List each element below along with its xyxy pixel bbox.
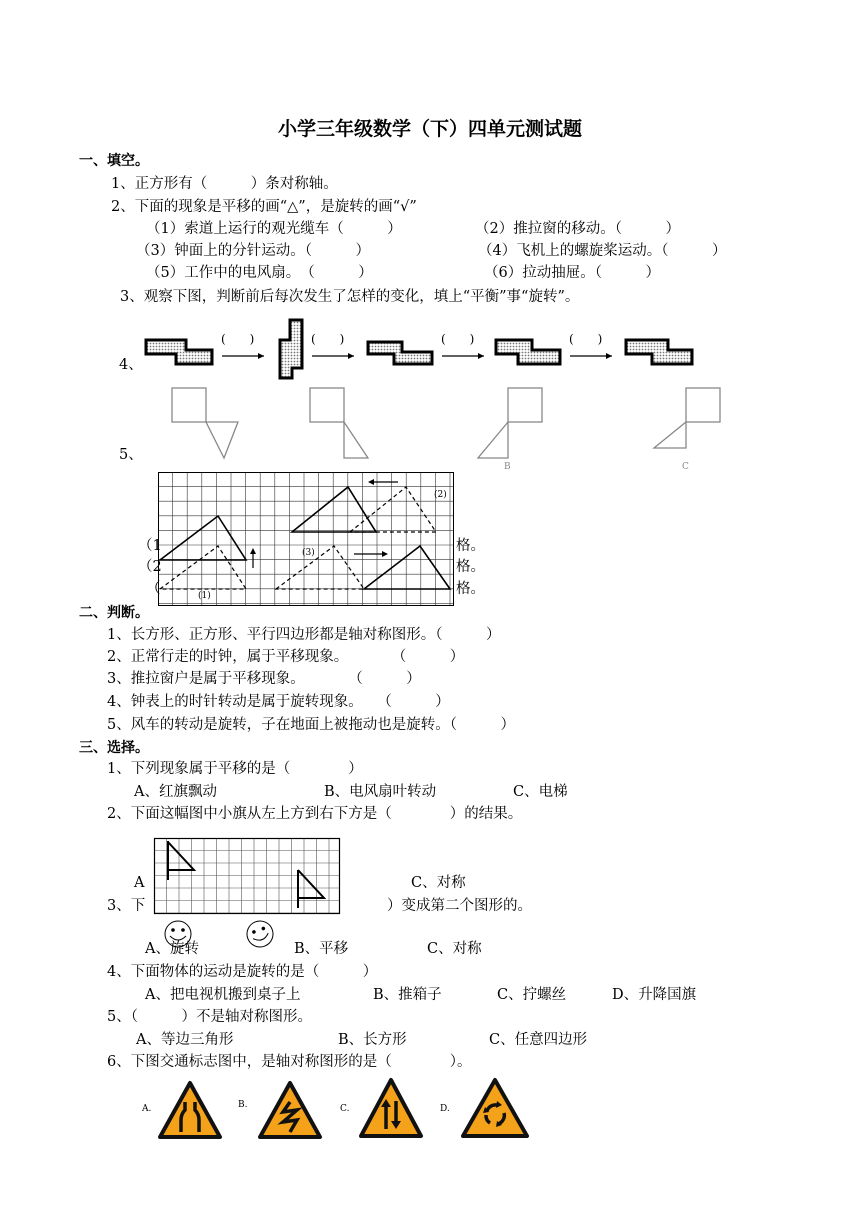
two-way-traffic-sign-icon (358, 1077, 424, 1139)
s3-q4-opt-d: D、升降国旗 (612, 987, 697, 1003)
q4-bracket-3: ( ) (441, 332, 475, 346)
sign-label-c: C. (340, 1104, 350, 1114)
s3-q2-opt-a: A (134, 875, 145, 891)
section3-heading: 三、选择。 (79, 740, 149, 756)
section2-heading: 二、判断。 (79, 605, 149, 621)
q6-grid-figure (158, 472, 454, 606)
s3-q5-opt-b: B、长方形 (338, 1032, 407, 1048)
s3-q3-prefix: 3、下 (107, 898, 146, 914)
s1-q2-item-6: （6）拉动抽屉。（ ） (484, 265, 660, 281)
s3-q3-opt-a: A、旋转 (145, 941, 199, 957)
s3-q4: 4、下面物体的运动是旋转的是（ ） (107, 964, 378, 980)
s1-q2: 2、下面的现象是平移的画“△”，是旋转的画“√” (111, 199, 417, 215)
grid-label-2: (2) (434, 490, 447, 500)
s3-q1-opt-a: A、红旗飘动 (134, 784, 217, 800)
s3-q3-opt-b: B、平移 (294, 941, 349, 957)
s1-q1: 1、正方形有（ ）条对称轴。 (111, 176, 338, 192)
s2-item-1: 1、长方形、正方形、平行四边形都是轴对称图形。（ ） (107, 627, 501, 643)
q4-bracket-2: ( ) (311, 332, 345, 346)
s3-q1: 1、下列现象属于平移的是（ ） (107, 761, 363, 777)
s3-q3-opt-c: C、对称 (427, 941, 482, 957)
s1-q2-item-2: （2）推拉窗的移动。（ ） (475, 221, 680, 237)
q6-left-3: （ (146, 581, 161, 597)
q4-bracket-4: ( ) (569, 332, 603, 346)
s2-item-5: 5、风车的转动是旋转，子在地面上被拖动也是旋转。（ ） (107, 717, 515, 733)
s1-q2-item-5: （5）工作中的电风扇。 （ ） (146, 265, 373, 281)
s3-q4-opt-b: B、推箱子 (373, 987, 442, 1003)
s1-q2-item-1: （1）索道上运行的观光缆车（ ） (146, 221, 402, 237)
grid-label-1: (1) (198, 591, 211, 601)
q6-right-3: 格。 (456, 581, 485, 597)
q5-option-b: B (504, 462, 511, 472)
q6-right-1: 格。 (456, 538, 485, 554)
s3-q1-opt-b: B、电风扇叶转动 (324, 784, 437, 800)
q6-left-1: （1 (138, 538, 162, 554)
q5-option-c: C (682, 462, 689, 472)
s3-q5-opt-a: A、等边三角形 (136, 1032, 234, 1048)
s1-q3: 3、观察下图，判断前后每次发生了怎样的变化，填上“平衡”事“旋转”。 (120, 289, 580, 305)
s3-q2: 2、下面这幅图中小旗从左上方到右下方是（ ）的结果。 (107, 806, 523, 822)
section1-heading: 一、填空。 (79, 153, 149, 169)
s2-item-3: 3、推拉窗户是属于平移现象。 （ ） (107, 671, 421, 687)
s3-q6: 6、下图交通标志图中，是轴对称图形的是（ ）。 (107, 1054, 472, 1070)
s2-item-4: 4、钟表上的时针转动是属于旋转现象。 （ ） (107, 694, 450, 710)
s2-item-2: 2、正常行走的时钟，属于平移现象。 （ ） (107, 649, 465, 665)
s1-q4-label: 4、 (119, 357, 143, 373)
s3-q4-opt-c: C、拧螺丝 (497, 987, 567, 1003)
sign-label-d: D. (440, 1104, 450, 1114)
q6-left-2: （2 (138, 559, 162, 575)
q6-right-2: 格。 (456, 559, 485, 575)
s3-q4-opt-a: A、把电视机搬到桌子上 (145, 987, 301, 1003)
roundabout-sign-icon (460, 1077, 530, 1139)
grid-label-3: (3) (302, 548, 315, 558)
flag-grid-figure (154, 838, 340, 914)
s3-q5: 5、（ ）不是轴对称图形。 (107, 1009, 312, 1025)
s1-q5-label: 5、 (119, 447, 143, 463)
q4-bracket-1: ( ) (221, 332, 255, 346)
road-narrows-sign-icon (157, 1080, 223, 1140)
s1-q2-item-4: （4）飞机上的螺旋桨运动。（ ） (478, 243, 727, 259)
s3-q5-opt-c: C、任意四边形 (489, 1032, 588, 1048)
s3-q3-suffix: ）变成第二个图形的。 (387, 898, 532, 914)
page-title: 小学三年级数学（下）四单元测试题 (277, 118, 582, 140)
sign-label-b: B. (238, 1100, 248, 1110)
bridge-sign-icon (257, 1080, 323, 1140)
s1-q2-item-3: （3）钟面上的分针运动。（ ） (136, 243, 370, 259)
s3-q1-opt-c: C、电梯 (513, 784, 568, 800)
sign-label-a: A. (142, 1104, 152, 1114)
s3-q2-opt-c: C、对称 (411, 875, 466, 891)
q4-shapes-figure (140, 318, 700, 382)
q5-figures (160, 384, 730, 474)
